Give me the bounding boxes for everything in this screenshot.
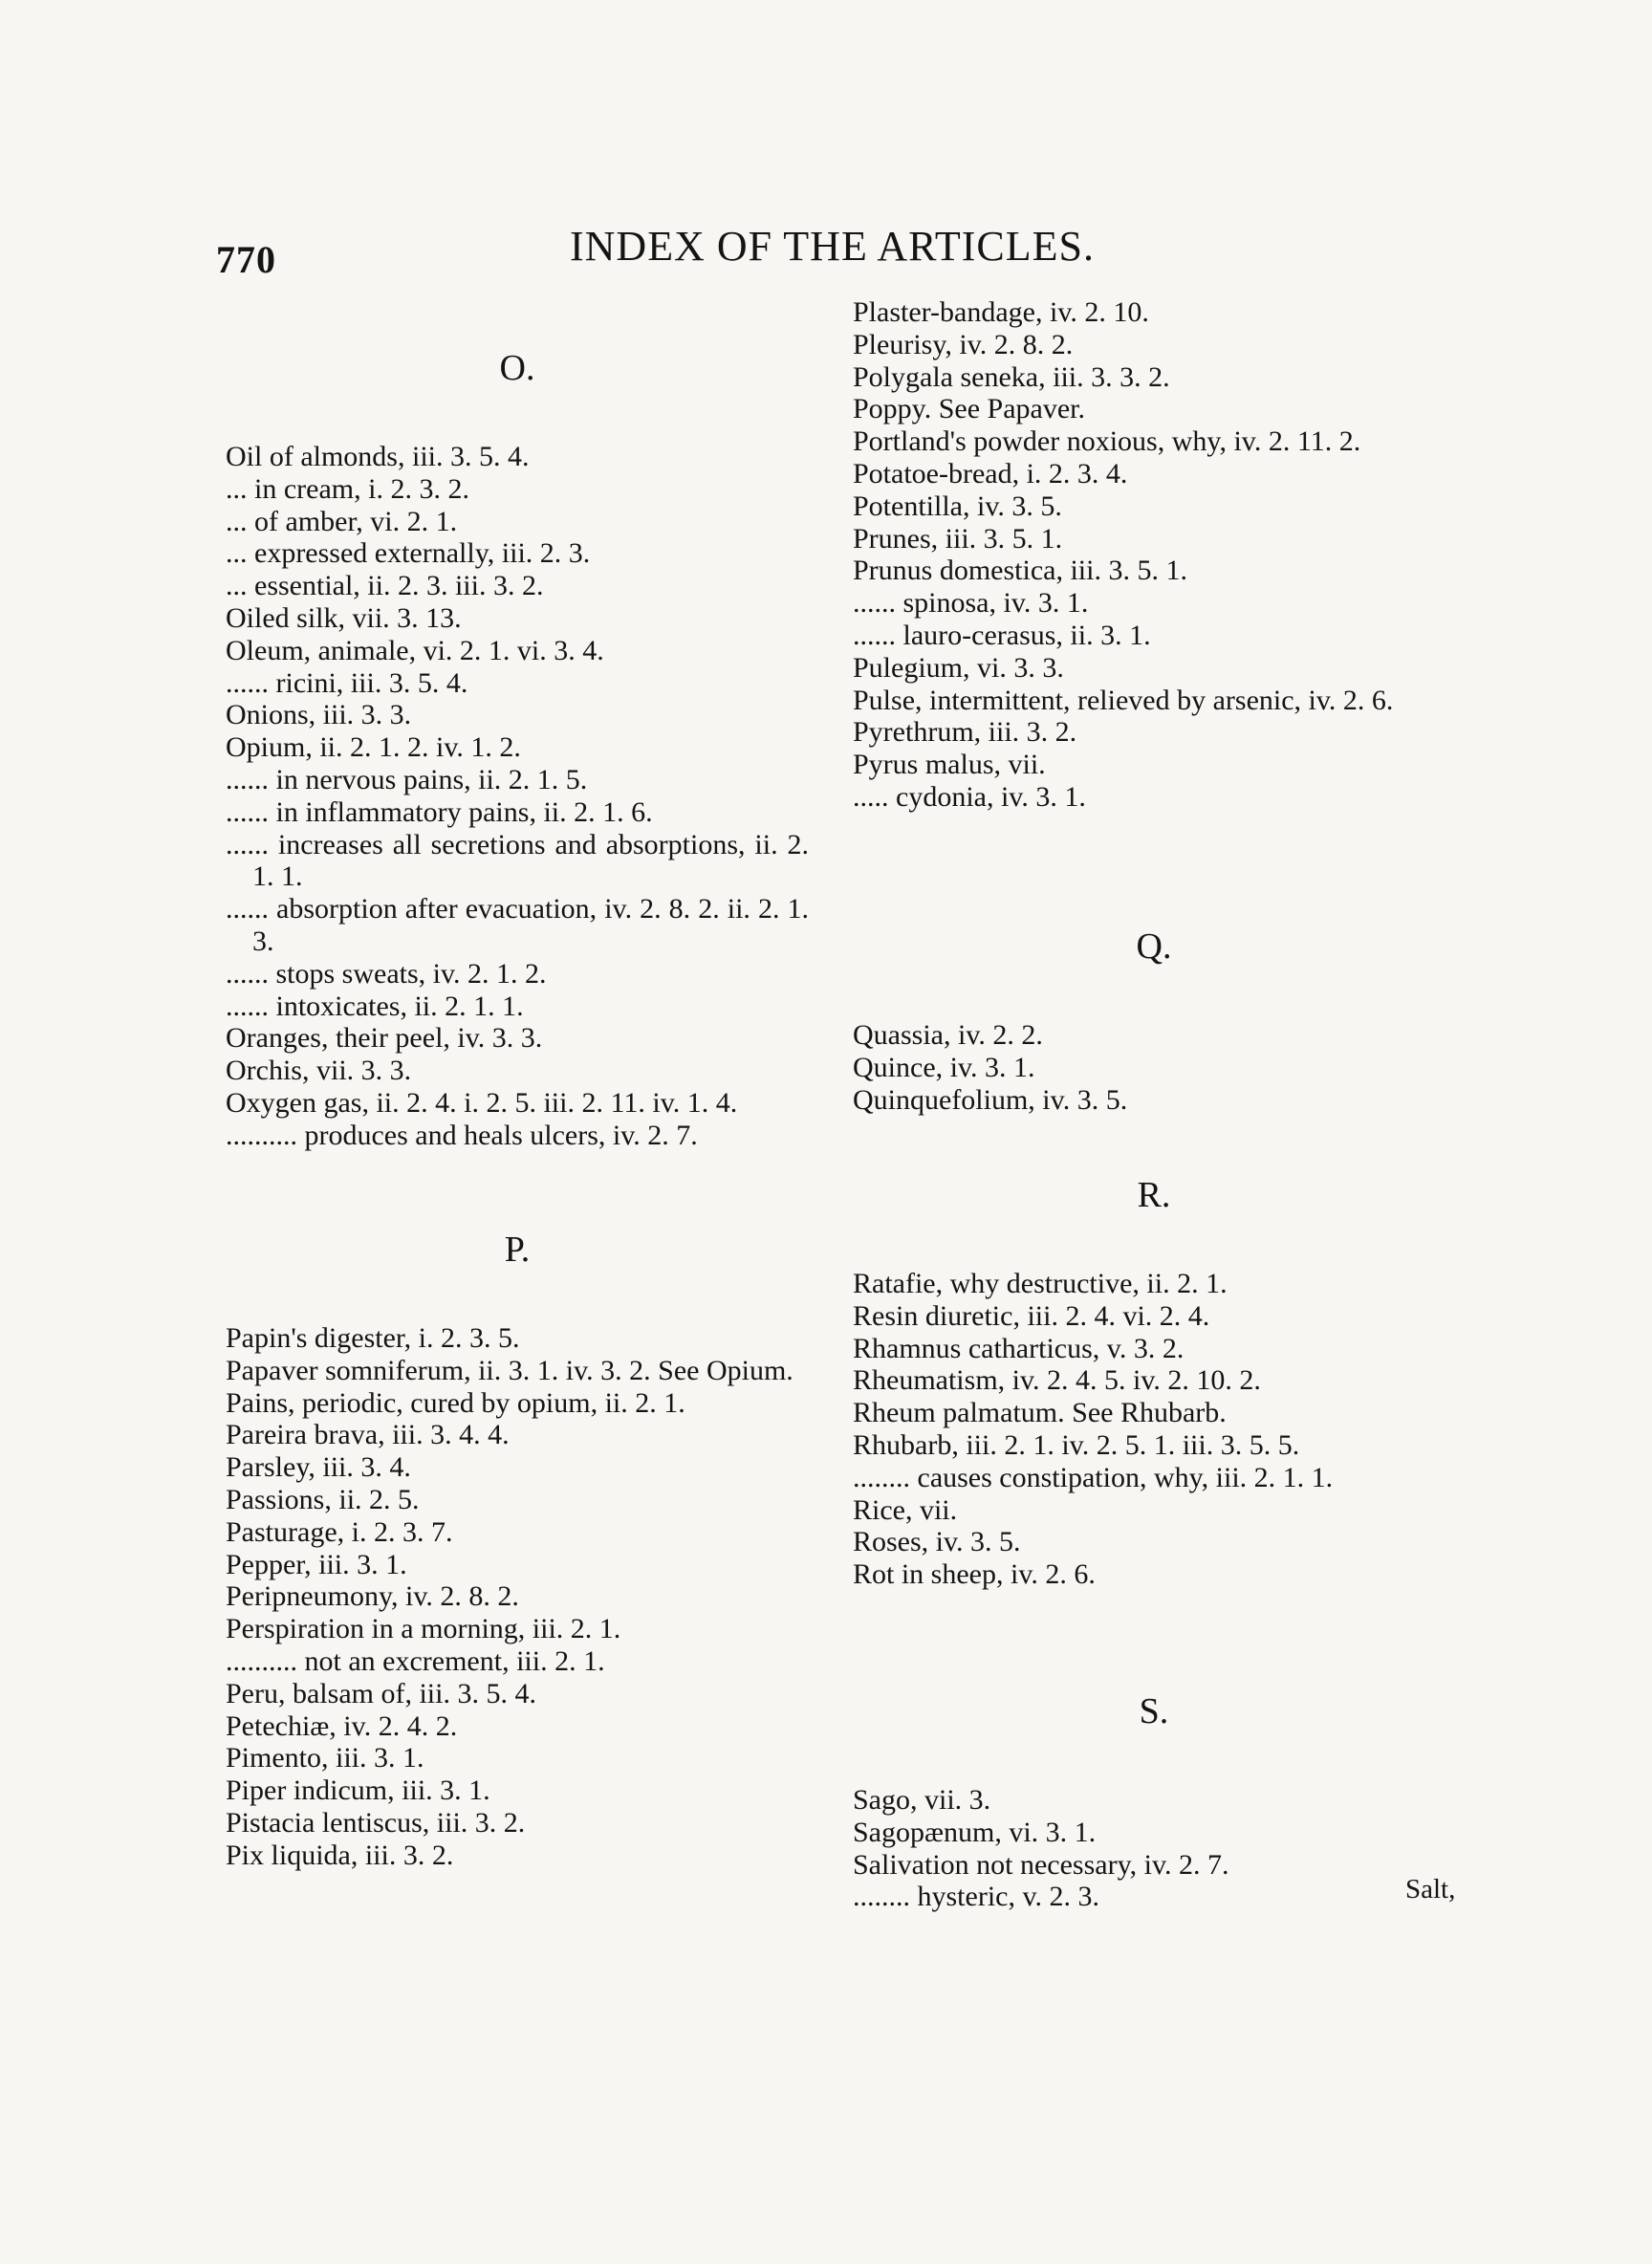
index-entry: Oleum, animale, vi. 2. 1. vi. 3. 4. xyxy=(226,634,604,666)
index-entry: Potatoe-bread, i. 2. 3. 4. xyxy=(853,457,1128,490)
page-number: 770 xyxy=(216,238,276,281)
index-entry: Parsley, iii. 3. 4. xyxy=(226,1451,411,1484)
index-entry: Prunes, iii. 3. 5. 1. xyxy=(853,522,1063,555)
index-entry: Pulse, intermittent, relieved by arsenic, iv. 2. 6. xyxy=(853,684,1394,716)
index-entry: .......... produces and heals ulcers, iv. 2. 7. xyxy=(226,1119,698,1151)
index-entry: Pulegium, vi. 3. 3. xyxy=(853,651,1064,684)
entry-list xyxy=(853,1784,1455,1913)
index-entry: ...... in nervous pains, ii. 2. 1. 5. xyxy=(226,763,588,795)
index-entry: Rhubarb, iii. 2. 1. iv. 2. 5. 1. iii. 3. 5. 5. xyxy=(853,1428,1300,1461)
index-entry: Pyrus malus, vii. xyxy=(853,749,1046,781)
index-entry: ... of amber, vi. 2. 1. xyxy=(226,505,458,537)
index-entry: Piper indicum, iii. 3. 1. xyxy=(226,1774,490,1807)
index-entry: ..... cydonia, iv. 3. 1. xyxy=(853,780,1086,813)
index-entry: Opium, ii. 2. 1. 2. iv. 1. 2. xyxy=(226,731,521,764)
catchword: Salt, xyxy=(1405,1874,1456,1905)
index-entry: ........ hysteric, v. 2. 3. xyxy=(853,1881,1100,1913)
section-p-continued xyxy=(853,296,1455,814)
index-entry: Oil of almonds, iii. 3. 5. 4. xyxy=(226,441,530,472)
section-letter: P. xyxy=(504,1230,531,1270)
index-entry: Oxygen gas, ii. 2. 4. i. 2. 5. iii. 2. 11. iv. 1. 4. xyxy=(226,1086,738,1119)
index-entry: Perspiration in a morning, iii. 2. 1. xyxy=(226,1613,621,1645)
index-entry: ...... intoxicates, ii. 2. 1. 1. xyxy=(226,990,524,1022)
index-entry: Pistacia lentiscus, iii. 3. 2. xyxy=(226,1806,526,1839)
index-entry: Prunus domestica, iii. 3. 5. 1. xyxy=(853,555,1187,587)
entry-list xyxy=(853,1019,1455,1116)
running-head: INDEX OF THE ARTICLES. xyxy=(570,223,1095,270)
index-entry: Onions, iii. 3. 3. xyxy=(226,699,412,731)
index-entry: Poppy. See Papaver. xyxy=(853,393,1086,425)
index-entry: Peru, balsam of, iii. 3. 5. 4. xyxy=(226,1677,536,1709)
index-entry: Papaver somniferum, ii. 3. 1. iv. 3. 2. See Opium. xyxy=(226,1354,793,1386)
index-entry: ...... stops sweats, iv. 2. 1. 2. xyxy=(226,957,547,990)
index-entry: Polygala seneka, iii. 3. 3. 2. xyxy=(853,360,1170,393)
entry-list xyxy=(853,296,1455,814)
index-entry: Oiled silk, vii. 3. 13. xyxy=(226,601,462,634)
index-entry: Pepper, iii. 3. 1. xyxy=(226,1548,407,1580)
index-entry: Pleurisy, iv. 2. 8. 2. xyxy=(853,328,1074,360)
index-entry: ...... ricini, iii. 3. 5. 4. xyxy=(226,666,468,699)
index-entry: Oranges, their peel, iv. 3. 3. xyxy=(226,1022,543,1055)
index-entry: Papin's digester, i. 2. 3. 5. xyxy=(226,1322,520,1354)
index-entry: Quassia, iv. 2. 2. xyxy=(853,1019,1043,1051)
section-p xyxy=(226,1221,809,1872)
section-s xyxy=(853,1683,1455,1913)
index-entry: Quince, iv. 3. 1. xyxy=(853,1051,1035,1083)
section-letter: S. xyxy=(1139,1691,1169,1731)
index-entry: Sagopænum, vi. 3. 1. xyxy=(853,1816,1097,1848)
section-q xyxy=(853,918,1455,1116)
index-entry: Rice, vii. xyxy=(853,1493,958,1526)
index-entry: ...... spinosa, iv. 3. 1. xyxy=(853,587,1089,620)
index-entry: Pasturage, i. 2. 3. 7. xyxy=(226,1515,453,1548)
section-letter: O. xyxy=(499,348,535,388)
index-entry: Rheumatism, iv. 2. 4. 5. iv. 2. 10. 2. xyxy=(853,1364,1261,1397)
index-entry: Rhamnus catharticus, v. 3. 2. xyxy=(853,1332,1185,1364)
section-letter: Q. xyxy=(1136,926,1172,967)
index-entry: Pix liquida, iii. 3. 2. xyxy=(226,1839,454,1871)
index-entry: ...... in inflammatory pains, ii. 2. 1. 6. xyxy=(226,795,653,828)
entry-list xyxy=(226,1322,809,1872)
index-entry: Rot in sheep, iv. 2. 6. xyxy=(853,1558,1096,1591)
index-entry: ...... lauro-cerasus, ii. 3. 1. xyxy=(853,619,1151,651)
section-r xyxy=(853,1166,1455,1591)
index-entry: ... expressed externally, iii. 2. 3. xyxy=(226,537,591,570)
index-entry: Quinquefolium, iv. 3. 5. xyxy=(853,1083,1128,1116)
index-entry: ........ causes constipation, why, iii. 2. 1. 1. xyxy=(853,1461,1334,1493)
index-entry: Peripneumony, iv. 2. 8. 2. xyxy=(226,1580,519,1613)
index-entry: Portland's powder noxious, why, iv. 2. 11. 2. xyxy=(853,425,1361,458)
index-entry: Pimento, iii. 3. 1. xyxy=(226,1742,424,1774)
index-entry: Salivation not necessary, iv. 2. 7. xyxy=(853,1848,1229,1881)
index-entry: ... in cream, i. 2. 3. 2. xyxy=(226,472,469,505)
entry-list xyxy=(226,441,809,1152)
section-letter: R. xyxy=(1137,1175,1171,1215)
index-entry: ... essential, ii. 2. 3. iii. 3. 2. xyxy=(226,570,544,602)
index-entry: .......... not an excrement, iii. 2. 1. xyxy=(226,1644,605,1677)
entry-list xyxy=(853,1268,1455,1591)
index-entry: Resin diuretic, iii. 2. 4. vi. 2. 4. xyxy=(853,1299,1210,1332)
index-entry: Pains, periodic, cured by opium, ii. 2. 1. xyxy=(226,1386,685,1419)
index-entry: Ratafie, why destructive, ii. 2. 1. xyxy=(853,1268,1228,1299)
index-entry: Rheum palmatum. See Rhubarb. xyxy=(853,1397,1227,1429)
index-entry: Petechiæ, iv. 2. 4. 2. xyxy=(226,1709,458,1742)
index-entry: ...... increases all secretions and absorptions, ii. 2. 1. 1. xyxy=(226,828,809,893)
index-entry: Orchis, vii. 3. 3. xyxy=(226,1055,412,1087)
section-o xyxy=(226,339,809,1152)
index-entry: Sago, vii. 3. xyxy=(853,1784,991,1816)
index-entry: Pyrethrum, iii. 3. 2. xyxy=(853,716,1077,749)
index-entry: Passions, ii. 2. 5. xyxy=(226,1483,420,1515)
index-entry: Pareira brava, iii. 3. 4. 4. xyxy=(226,1419,510,1451)
index-entry: Potentilla, iv. 3. 5. xyxy=(853,490,1062,522)
index-entry: Roses, iv. 3. 5. xyxy=(853,1526,1021,1558)
index-entry: ...... absorption after evacuation, iv. 2. 8. 2. ii. 2. 1. 3. xyxy=(226,893,809,957)
index-entry: Plaster-bandage, iv. 2. 10. xyxy=(853,296,1149,328)
